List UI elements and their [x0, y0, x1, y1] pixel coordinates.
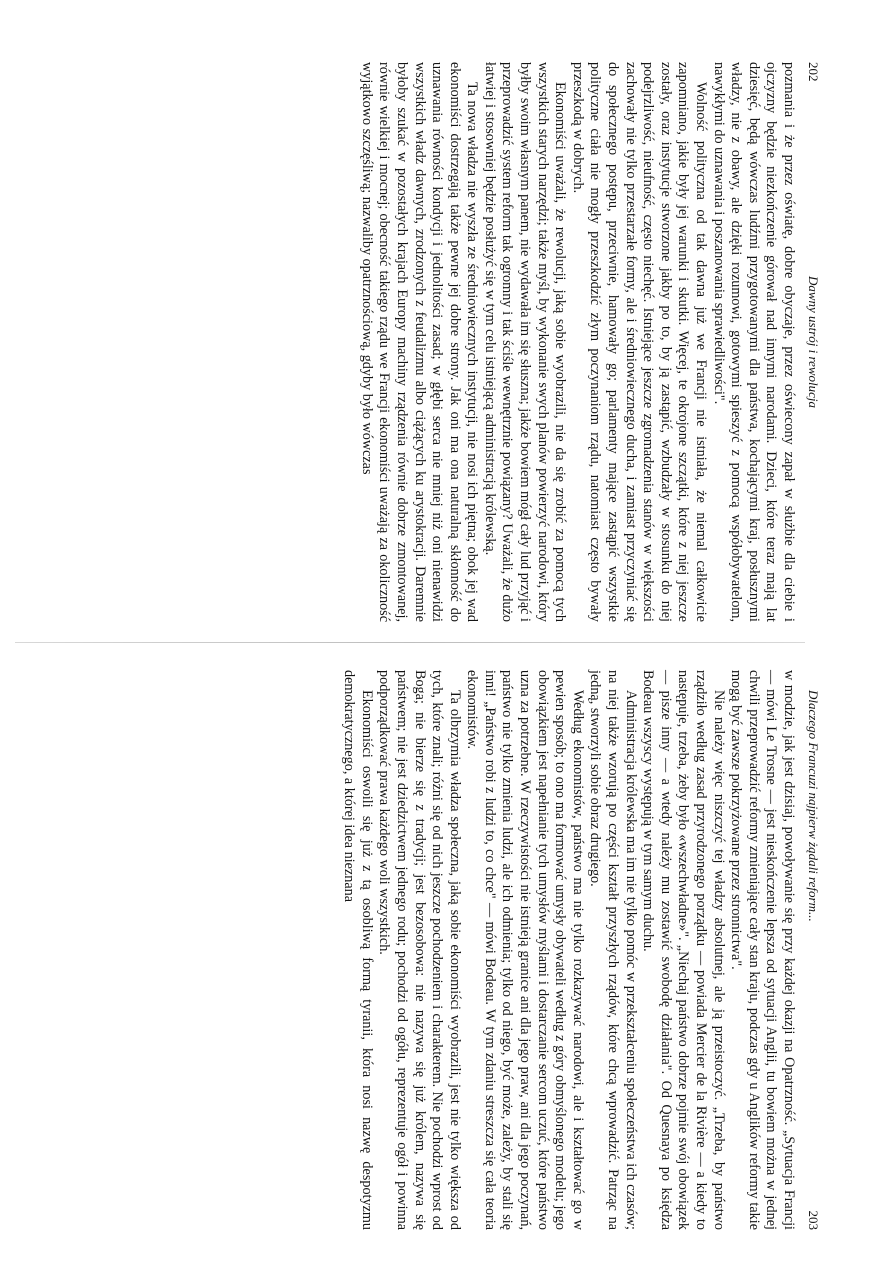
paragraph: Nie należy więc niszczyć tej władzy absolutnej, ale ją przeistoczyć. „Trzeba, by państwo rządziło według zasad przyrodzonego porządku — powiada Mercier de la Rivière — a kiedy to następuje, trzeba, żeby było «wszechwładne»". „Niechaj państwo dobrze pojmie swój obowiązek — pisze inny — a wtedy należy mu zostawić swobodę działania". Od Quesnaya po księdza Bodeau wszyscy występują w tym samym duchu.: [640, 670, 727, 1230]
paragraph: Według ekonomistów, państwo ma nie tylko rozkazywać narodowi, ale i kształtować go w pewien sposób; to ono ma formować umysły obywateli według z góry obmyślonego modelu; jego obowiązkiem jest napełnianie tych umysłów myślami i dostarczanie sercom uczuć, które państwo uzna za potrzebne. W rzeczywistości nie istnieją granice ani dla jego praw, ani dla jego poczynań, państwo nie tylko zmienia ludzi, ale ich odmienia; tylko od niego, być może, zależy, by stali się inni! „Państwo robi z ludzi to, co chce" — mówi Bodeau. W tym zdaniu streszcza się cała teoria ekonomistów.: [464, 670, 586, 1230]
paragraph: Ekonomiści oswoili się już z tą osobliwą formą tyranii, która nosi nazwę despotyzmu demokratycznego, a której idea nieznana: [341, 670, 375, 1230]
paragraph: w modzie, jak jest dzisiaj, powoływanie się przy każdej okazji na Opatrzność. „Sytuacja Francji — mówi Le Trosne — jest nieskończenie lepsza od sytuacji Anglii, tu bowiem można w jednej chwili przeprowadzić reformy zmieniające cały stan kraju, podczas gdy u Anglików reformy takie mogą być zawsze pokrzyżowane przez stronnictwa".: [728, 670, 797, 1230]
right-page: [0, 670, 893, 1230]
body-text-right: [340, 670, 797, 1230]
body-text-left: [357, 62, 797, 622]
left-page: [0, 62, 893, 622]
paragraph: Ta olbrzymia władza społeczna, jaką sobie ekonomiści wyobrazili, jest nie tylko większa od tych, które znali; różni się od nich jeszcze pochodzeniem i charakterem. Nie pochodzi wprost od Boga; nie bierze się z tradycji; jest bezosobowa: nie nazywa się już królem, nazywa się państwem; nie jest dziedzictwem jednego rodu; pochodzi od ogółu, reprezentuje ogół i powinna podporządkować prawa każdego woli wszystkich.: [376, 670, 463, 1230]
page-number-right: 203: [806, 1210, 821, 1230]
running-title-right: Dlaczego Francuzi najpierw żądali reform...: [806, 690, 821, 922]
paragraph: Wolność polityczna od tak dawna już we Francji nie istniała, że niemal całkowicie zapomniano, jakie były jej warunki i skutki. Więcej, te okrojone szczątki, które z niej jeszcze zostały, oraz instytucje stworzone jakby po to, by ją zastąpić, wzbudzały w stosunku do niej podejrzliwość, nieufność, często niechęć. Istniejące jeszcze zgromadzenia stanów w większości zachowały nie tylko przestarzałe formy, ale i średniowiecznego ducha, i zamiast przyczyniać się do społecznego postępu, przeciwnie, hamowały go; parlamenty mające zastąpić wszystkie polityczne ciała nie mogły przeszkodzić złym poczynaniom rządu, natomiast często bywały przeszkodą w dobrych.: [569, 62, 710, 622]
paragraph: Ta nowa władza nie wyszła ze średniowiecznych instytucji, nie nosi ich piętna; obok jej wad ekonomiści dostrzegają także pewne jej dobre strony. Jak oni ma ona naturalną skłonność do uznawania równości kondycji i jednolitości zasad; w głębi serca nie mniej niż oni nienawidzi wszystkich władz dawnych, zrodzonych z feudalizmu albo ciążących ku arystokracji. Daremnie byłoby szukać w pozostałych krajach Europy machiny rządzenia równie dobrze zmontowanej, równie wielkiej i mocnej; obecność takiego rządu we Francji ekonomiści uważają za okoliczność wyjątkowo szczęśliwą; nazwaliby opatrznościową, gdyby było wówczas: [358, 62, 481, 622]
paragraph: Ekonomiści uważali, że rewolucji, jaką sobie wyobrazili, nie da się zrobić za pomocą tych wszystkich starych narzędzi; także myśl, by wykonanie swych planów powierzyć narodowi, który byłby swoim własnym panem, nie wydawała im się słuszna; jakże bowiem mógł cały lud przyjąć i przeprowadzić system reform tak ogromny i tak ściśle wewnętrznie powiązany? Uważali, że dużo łatwiej i stosowniej będzie posłużyć się w tym celu istniejącą administracją królewską.: [481, 62, 569, 622]
running-title-left: Dawny ustrój i rewolucja: [806, 275, 821, 409]
running-head-right: [803, 670, 821, 1230]
paragraph: pozmania i że przez oświatę, dobre obyczaje, przez oświecony zapał w służbie dla ciebie i ojczyzny będzie niezkończenie górował nad innymi narodami. Dzieci, które teraz mają lat dziesięć, będą wówczas ludźmi przygotowanymi dla państwa, kochającymi kraj, posłusznymi władzy, nie z obawy, ale dzięki rozumowi, gotowymi spieszyć z pomocą współobywatelom, nawykłymi do uznawania i poszanowania sprawiedliwości".: [710, 62, 797, 622]
page-number-left: 202: [806, 62, 821, 82]
running-head-left: [803, 62, 821, 622]
page-gutter: [15, 642, 805, 643]
paragraph: Administracja królewska ma im nie tylko pomóc w przekształceniu społeczeństwa ich czasów; na niej także wzorują po części kształt przyszłych rządów, które chcą wprowadzić. Patrząc na jedną, stworzyli sobie obraz drugiego.: [587, 670, 639, 1230]
